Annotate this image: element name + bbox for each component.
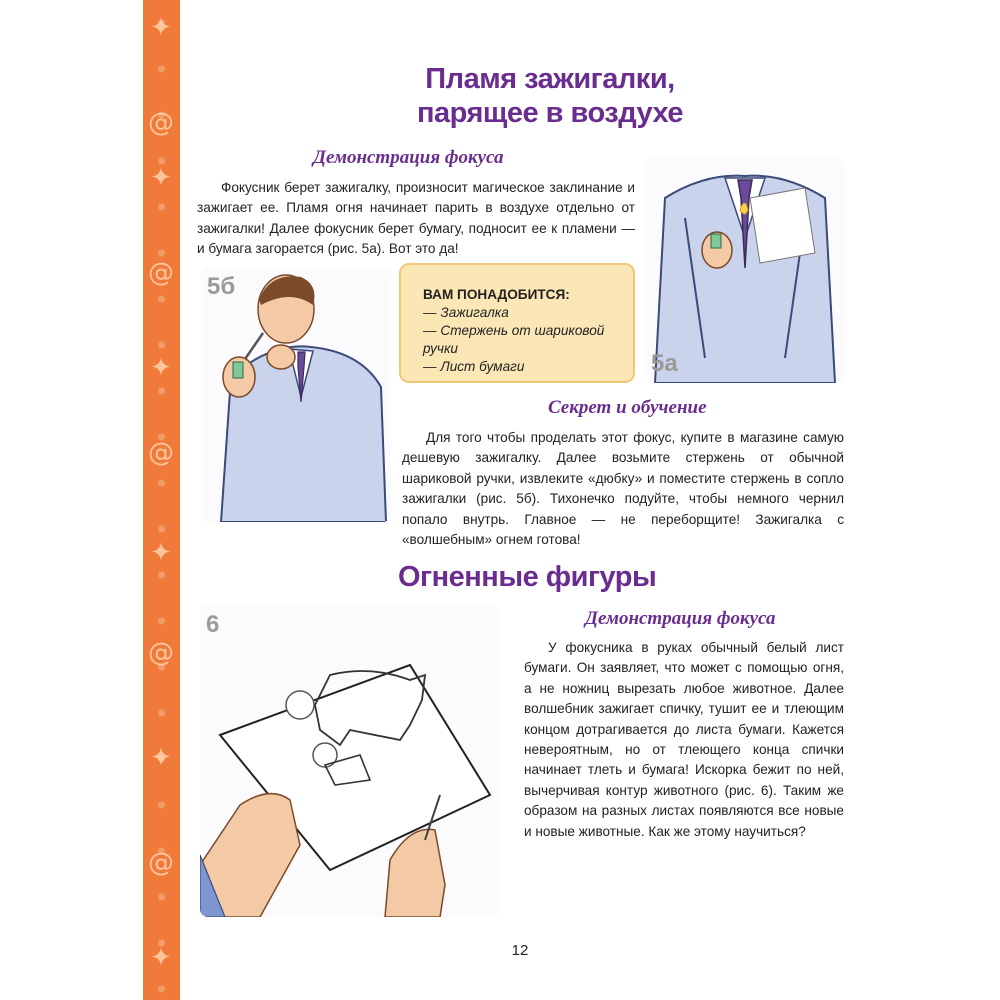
swirl-ornament: @ <box>148 638 174 668</box>
materials-item: — Лист бумаги <box>423 359 525 374</box>
section1-demo-text <box>197 178 635 260</box>
star-ornament: ✦ <box>150 163 172 193</box>
star-ornament: ✦ <box>150 353 172 383</box>
section2-demo-text <box>524 638 844 842</box>
figure-6 <box>200 605 500 917</box>
figure-5a-label: 5а <box>651 350 678 377</box>
section2-demo-heading: Демонстрация фокуса <box>585 608 776 629</box>
swirl-ornament: @ <box>148 848 174 878</box>
star-ornament: ✦ <box>150 743 172 773</box>
materials-item: — Стержень от шариковой ручки <box>423 323 605 356</box>
figure-6-label: 6 <box>206 611 220 638</box>
section1-title <box>300 62 800 130</box>
decorative-margin-strip <box>143 0 180 1000</box>
section1-secret-text <box>402 428 844 550</box>
materials-item: — Зажигалка <box>423 305 509 320</box>
page-number: 12 <box>511 942 529 959</box>
section1-title-line1: Пламя зажигалки, <box>425 63 675 95</box>
swirl-ornament: @ <box>148 258 174 288</box>
paragraph: Для того чтобы проделать этот фокус, купите в магазине самую дешевую зажигалку. Далее возьмите стержень от обычной шариковой ручки, извлеките «дюбку» и поместите стержень в сопло зажигалки (рис. 5б). Тихонечко подуйте, чтобы немного чернил попало внутрь. Главное — не переборщите! Зажигалка с «волшебным» огнем готова! <box>402 430 844 548</box>
figure-6-illustration <box>200 605 500 917</box>
materials-box-title: ВАМ ПОНАДОБИТСЯ: <box>423 287 570 302</box>
section1-demo-heading: Демонстрация фокуса <box>313 147 504 168</box>
paragraph: Фокусник берет зажигалку, произносит магическое заклинание и зажигает ее. Пламя огня начинает парить в воздухе отдельно от зажигалки! Далее фокусник берет бумагу, подносит ее к пламени — и бумага загорается (рис. 5а). Вот это да! <box>197 180 635 257</box>
paragraph: У фокусника в руках обычный белый лист бумаги. Он заявляет, что может с помощью огня, а не ножниц вырезать любое животное. Далее волшебник зажигает спичку, тушит ее и тлеющим концом дотрагивается до листа бумаги. Кажется невероятным, но от тлеющего конца спички начинает тлеть и бумага! Искорка бежит по ней, вычерчивая контур животного (рис. 6). Таким же образом на разных листах появляются все новые и новые животные. Как же этому научиться? <box>524 640 844 839</box>
materials-box <box>399 263 635 383</box>
star-ornament: ✦ <box>150 538 172 568</box>
section1-secret-heading: Секрет и обучение <box>548 397 707 418</box>
figure-5b-label: 5б <box>207 273 236 300</box>
figure-5b-illustration <box>201 267 391 522</box>
star-ornament: ✦ <box>150 13 172 43</box>
figure-5b <box>201 267 391 522</box>
section2-title: Огненные фигуры <box>398 561 657 593</box>
star-ornament: ✦ <box>150 943 172 973</box>
section1-title-line2: парящее в воздухе <box>416 97 684 129</box>
figure-5a <box>645 158 845 383</box>
swirl-ornament: @ <box>148 108 174 138</box>
swirl-ornament: @ <box>148 438 174 468</box>
